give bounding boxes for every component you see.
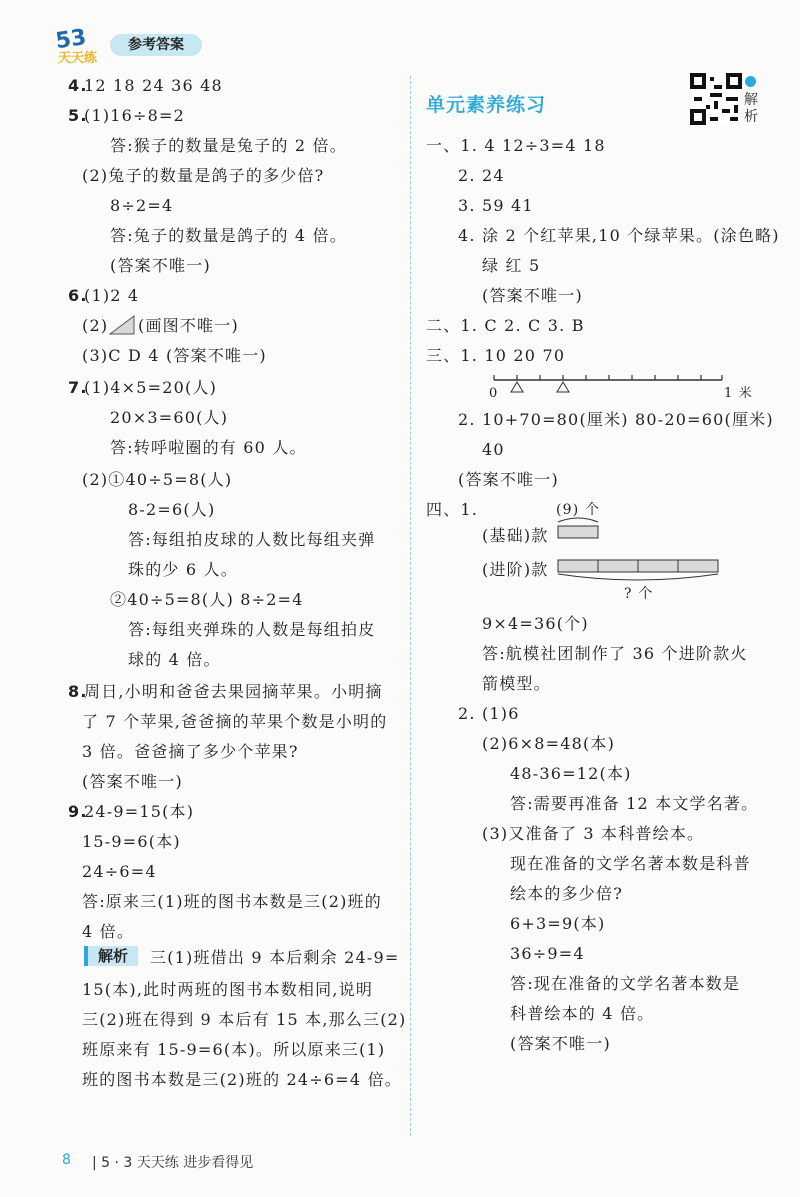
play-icon — [745, 76, 756, 87]
left-text-line: 20×3=60(人) — [110, 408, 229, 427]
qr-label: 解析 — [744, 92, 758, 125]
left-text-line: 班原来有 15-9=6(本)。所以原来三(1) — [82, 1040, 386, 1059]
number-line-start: 0 — [489, 386, 499, 401]
right-text-line: (进阶)款 — [482, 560, 549, 579]
right-text-line: 4. 涂 2 个红苹果,10 个绿苹果。(涂色略) — [458, 226, 780, 245]
left-text-line: (1)2 4 — [84, 286, 140, 305]
left-text-line: (1)4×5=20(人) — [84, 378, 218, 397]
brand-logo — [52, 22, 104, 68]
right-text-line: (答案不唯一) — [510, 1034, 611, 1053]
left-text-line: 三(2)班在得到 9 本后有 15 本,那么三(2) — [82, 1010, 407, 1029]
right-text-line: 绘本的多少倍? — [510, 884, 623, 903]
number-line — [486, 372, 756, 402]
left-text-line: 4 倍。 — [82, 922, 135, 941]
left-question-number: 7. — [68, 378, 88, 397]
left-text-line: (1)16÷8=2 — [84, 106, 185, 125]
right-text-line: 6+3=9(本) — [510, 914, 606, 933]
right-text-line: 2. 24 — [458, 166, 505, 185]
right-text-line: (答案不唯一) — [458, 470, 559, 489]
right-text-line: (答案不唯一) — [482, 286, 583, 305]
number-line-end: 1 米 — [724, 386, 754, 401]
left-text-line: 了 7 个苹果,爸爸摘的苹果个数是小明的 — [82, 712, 388, 731]
left-text-line: (2)兔子的数量是鸽子的多少倍? — [82, 166, 325, 185]
left-text-line: 答:每组拍皮球的人数比每组夹弹 — [128, 530, 376, 549]
left-question-number: 4. — [68, 76, 88, 95]
right-text-line: 答:现在准备的文学名著本数是 — [510, 974, 741, 993]
qr-code-icon[interactable] — [690, 73, 742, 125]
left-question-number: 9. — [68, 802, 88, 821]
left-text-line: 3 倍。爸爸摘了多少个苹果? — [82, 742, 299, 761]
left-text-line: (答案不唯一) — [82, 772, 183, 791]
left-text-line: 班的图书本数是三(2)班的 24÷6=4 倍。 — [82, 1070, 402, 1089]
left-text-line: (2)①40÷5=8(人) — [82, 470, 233, 489]
right-text-line: 2. (1)6 — [458, 704, 520, 723]
right-text-line: 40 — [482, 440, 505, 459]
left-text-line: 8-2=6(人) — [128, 500, 216, 519]
left-text-line: 24÷6=4 — [82, 862, 157, 881]
right-text-line: 二、1. C 2. C 3. B — [426, 316, 585, 335]
left-text-line: (答案不唯一) — [110, 256, 211, 275]
left-text-line: 24-9=15(本) — [84, 802, 195, 821]
right-text-line: 2. 10+70=80(厘米) 80-20=60(厘米) — [458, 410, 774, 429]
left-text-line: 答:每组夹弹珠的人数是每组拍皮 — [128, 620, 376, 639]
footer-text: | 5 · 3 天天练 进步看得见 — [92, 1155, 254, 1171]
left-text-line: 答:转呼啦圈的有 60 人。 — [110, 438, 307, 457]
left-text-line: 15(本),此时两班的图书本数相同,说明 — [82, 980, 374, 999]
left-text-line: 15-9=6(本) — [82, 832, 181, 851]
left-text-line: 12 18 24 36 48 — [84, 76, 223, 95]
left-text-line: 三(1)班借出 9 本后剩余 24-9= — [150, 948, 400, 967]
right-text-line: 3. 59 41 — [458, 196, 534, 215]
right-text-line: 现在准备的文学名著本数是科普 — [510, 854, 751, 873]
right-text-line: 科普绘本的 4 倍。 — [510, 1004, 655, 1023]
left-question-number: 5. — [68, 106, 88, 125]
left-question-number: 6. — [68, 286, 88, 305]
left-text-line: 8÷2=4 — [110, 196, 174, 215]
svg-text:53: 53 — [54, 25, 88, 55]
right-text-line: (基础)款 — [482, 526, 549, 545]
triangle-drawing — [108, 314, 136, 336]
right-text-line: (2)6×8=48(本) — [482, 734, 616, 753]
right-text-line: 36÷9=4 — [510, 944, 585, 963]
left-text-line: 球的 4 倍。 — [128, 650, 221, 669]
right-text-line: 三、1. 10 20 70 — [426, 346, 566, 365]
left-text-line: 答:原来三(1)班的图书本数是三(2)班的 — [82, 892, 382, 911]
section-title: 单元素养练习 — [426, 94, 547, 116]
right-text-line: 绿 红 5 — [482, 256, 541, 275]
right-text-line: 一、1. 4 12÷3=4 18 — [426, 136, 606, 155]
page-number: 8 — [62, 1152, 71, 1168]
left-text-line: ②40÷5=8(人) 8÷2=4 — [110, 590, 304, 609]
left-text-line: 珠的少 6 人。 — [128, 560, 238, 579]
column-divider — [410, 76, 411, 1136]
left-question-number: 8. — [68, 682, 88, 701]
bar-top-label: (9) 个 — [556, 502, 601, 518]
left-text-line: 答:猴子的数量是兔子的 2 倍。 — [110, 136, 347, 155]
bar-bottom-label: ? 个 — [624, 586, 654, 602]
answer-key-badge: 参考答案 — [110, 34, 202, 56]
svg-text:天天练: 天天练 — [58, 51, 98, 66]
right-text-line: 箭模型。 — [482, 674, 551, 693]
right-text-line: 答:航模社团制作了 36 个进阶款火 — [482, 644, 748, 663]
right-text-line: 答:需要再准备 12 本文学名著。 — [510, 794, 759, 813]
left-text-line: (2) — [82, 316, 109, 335]
right-text-line: 四、1. — [426, 500, 479, 519]
bar-model — [556, 512, 736, 582]
left-text-line: (画图不唯一) — [138, 316, 239, 335]
left-text-line: (3)C D 4 (答案不唯一) — [82, 346, 267, 365]
left-text-line: 周日,小明和爸爸去果园摘苹果。小明摘 — [84, 682, 383, 701]
analysis-label: 解析 — [84, 946, 138, 966]
right-text-line: 9×4=36(个) — [482, 614, 589, 633]
right-text-line: 48-36=12(本) — [510, 764, 632, 783]
left-text-line: 答:兔子的数量是鸽子的 4 倍。 — [110, 226, 347, 245]
right-text-line: (3)又准备了 3 本科普绘本。 — [482, 824, 705, 843]
